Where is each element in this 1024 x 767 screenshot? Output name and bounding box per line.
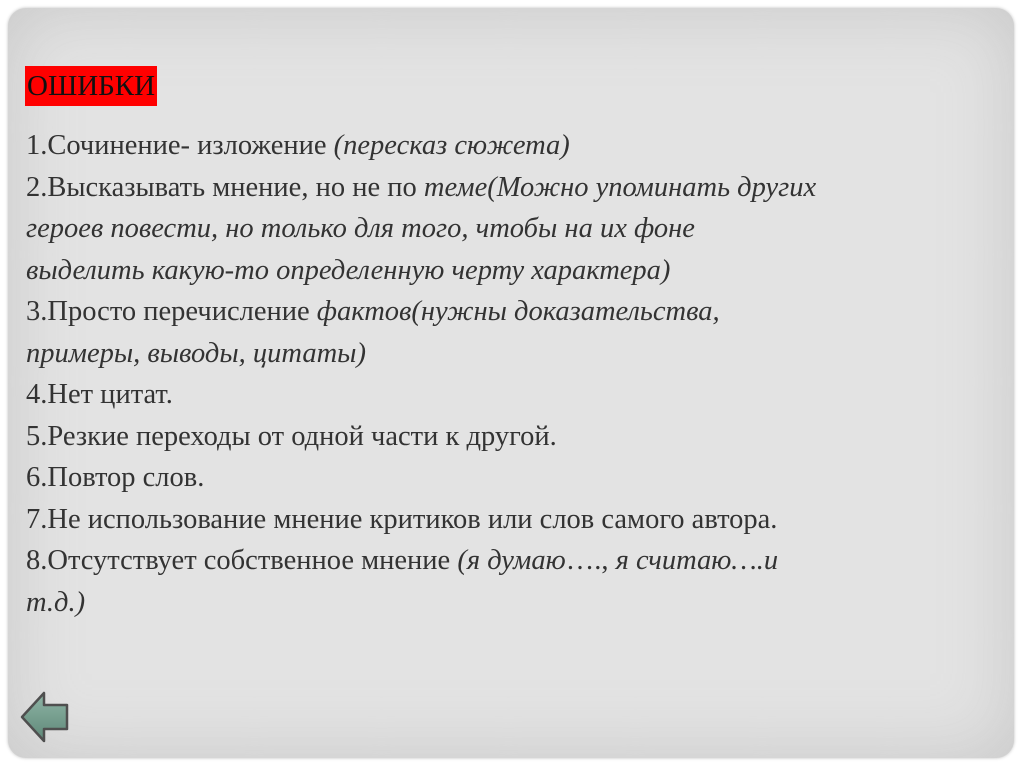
list-item: 8.Отсутствует собственное мнение (я думаю…., я считаю….и [26,545,779,576]
back-button[interactable] [20,689,70,745]
list-item: 5.Резкие переходы от одной части к другой. [26,420,557,452]
slide-title: ОШИБКИ [25,66,157,106]
list-item: 6.Повтор слов. [26,462,205,493]
list-item: 4.Нет цитат. [26,379,173,410]
slide-card [8,8,1014,758]
slide-body [26,125,986,623]
arrow-left-icon [20,689,70,745]
list-item: 1.Сочинение- изложение (пересказ сюжета) [26,130,570,161]
list-item-continuation: примеры, выводы, цитаты) [26,337,366,369]
list-item-continuation: т.д.) [26,586,86,618]
list-item: 2.Высказывать мнение, но не по теме(Можно упоминать других [26,171,817,203]
list-item: 7.Не использование мнение критиков или слов самого автора. [26,503,778,535]
list-item: 3.Просто перечисление фактов(нужны доказательства, [26,296,720,327]
list-item-continuation: выделить какую-то определенную черту характера) [26,254,671,286]
list-item-continuation: героев повести, но только для того, чтобы на их фоне [26,213,695,244]
